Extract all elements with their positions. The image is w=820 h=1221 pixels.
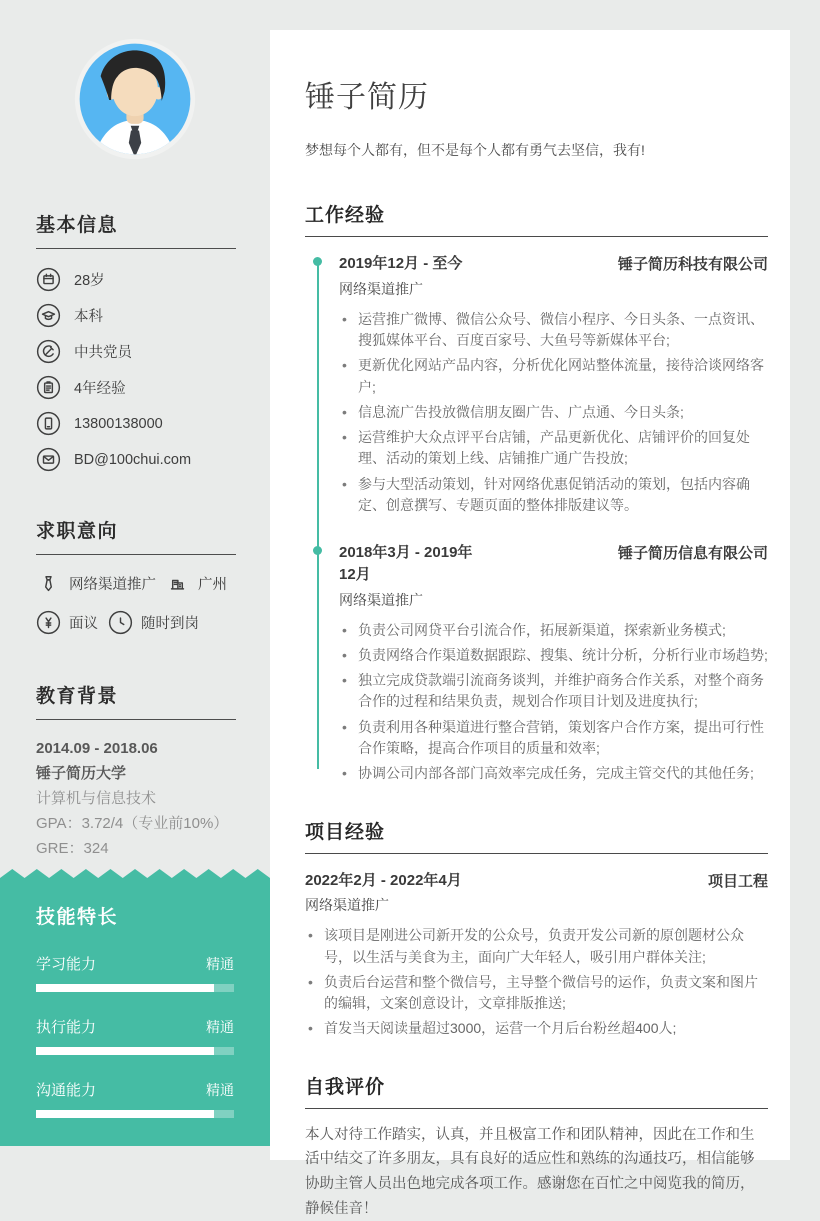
skill-row — [36, 1016, 234, 1055]
skill-bar-fill — [36, 984, 214, 992]
zigzag-edge — [0, 869, 270, 878]
basic-info-title: 基本信息 — [36, 215, 119, 236]
skills-title: 技能特长 — [36, 907, 119, 928]
project-bullet-list — [305, 925, 768, 1039]
work-role: 网络渠道推广 — [339, 591, 423, 608]
intent-position — [36, 571, 165, 596]
education-section — [0, 681, 270, 861]
skill-bar-fill — [36, 1110, 214, 1118]
project-label: 项目工程 — [707, 872, 768, 890]
salary-icon — [36, 610, 61, 635]
tie-icon — [36, 571, 61, 596]
intent-text: 随时到岗 — [141, 616, 199, 632]
project-entry-header — [305, 870, 768, 892]
intent-row — [36, 571, 236, 596]
skills-body — [0, 878, 270, 1146]
work-bullet: • 运营推广微博、微信公众号、微信小程序、今日头条、一点资讯、搜狐媒体平台、百度百家号、大鱼号等新媒体平台; — [339, 309, 768, 352]
clock-icon — [108, 610, 133, 635]
skill-row — [36, 953, 234, 992]
skill-bar — [36, 984, 234, 992]
work-bullet: • 更新优化网站产品内容，分析优化网站整体流量，接待洽谈网络客户; — [339, 355, 768, 398]
divider — [36, 719, 236, 720]
resume-name: 锤子简历 — [305, 81, 429, 114]
project-entry — [305, 870, 768, 1040]
info-text: BD@100chui.com — [74, 451, 192, 468]
mail-icon — [36, 447, 61, 472]
work-bullet: • 协调公司内部各部门高效率完成任务，完成主管交代的其他任务; — [339, 763, 768, 784]
skill-bar — [36, 1110, 234, 1118]
section-self-evaluation — [305, 1072, 768, 1221]
sidebar — [0, 0, 270, 1160]
divider — [36, 248, 236, 249]
info-row-experience — [36, 375, 236, 400]
intent-text: 面议 — [69, 616, 98, 632]
education-gpa: GPA：3.72/4（专业前10%） — [36, 815, 229, 832]
evaluation-section-title: 自我评价 — [305, 1072, 768, 1109]
work-timeline — [305, 253, 768, 785]
section-project-experience — [305, 817, 768, 1040]
job-intent-section — [0, 516, 270, 635]
skill-bar — [36, 1047, 234, 1055]
intent-city — [165, 571, 227, 596]
project-bullet: • 首发当天阅读量超过3000，运营一个月后台粉丝超400人; — [305, 1018, 768, 1039]
work-company: 锤子简历科技有限公司 — [617, 256, 768, 273]
work-company: 锤子简历信息有限公司 — [617, 545, 768, 563]
education-block — [36, 736, 236, 861]
basic-info-section — [0, 210, 270, 472]
work-section-title: 工作经验 — [305, 200, 768, 237]
education-title: 教育背景 — [36, 686, 119, 707]
skill-level: 精通 — [206, 1019, 234, 1035]
info-text: 28岁 — [74, 273, 105, 289]
education-gre: GRE：324 — [36, 840, 109, 857]
tagline: 梦想每个人都有，但不是每个人都有勇气去坚信，我有! — [305, 142, 645, 158]
info-text: 中共党员 — [74, 345, 132, 361]
avatar — [72, 36, 198, 162]
project-bullet: • 负责后台运营和整个微信号，主导整个微信号的运作，负责文案和图片的编辑，文案创意设计，文章排版推送; — [305, 972, 768, 1015]
project-period: 2022年2月 - 2022年4月 — [305, 871, 462, 889]
info-row-degree — [36, 303, 236, 328]
work-bullet: • 参与大型活动策划，针对网络优惠促销活动的策划，包括内容确定、创意撰写、专题页面的整体排版建议等。 — [339, 474, 768, 517]
skill-level: 精通 — [206, 956, 234, 972]
building-icon — [165, 571, 190, 596]
work-bullet: • 负责网络合作渠道数据跟踪、搜集、统计分析，分析行业市场趋势; — [339, 645, 768, 666]
info-row-email — [36, 447, 236, 472]
timeline-dot-icon — [313, 257, 322, 266]
work-bullet: • 独立完成贷款端引流商务谈判，并维护商务合作关系，对整个商务合作的过程和结果负责，规划合作项目计划及进度执行; — [339, 670, 768, 713]
info-text: 13800138000 — [74, 415, 163, 432]
main-panel — [270, 30, 790, 1217]
phone-icon — [36, 411, 61, 436]
section-work-experience — [305, 200, 768, 785]
calendar-icon — [36, 267, 61, 292]
education-period: 2014.09 - 2018.06 — [36, 740, 158, 757]
project-role: 网络渠道推广 — [305, 897, 389, 914]
education-major: 计算机与信息技术 — [36, 790, 157, 807]
intent-salary — [36, 610, 108, 635]
party-emblem-icon — [36, 339, 61, 364]
intent-row — [36, 610, 236, 635]
work-period: 2019年12月 - 至今 — [339, 255, 463, 272]
intent-availability — [108, 610, 199, 635]
info-row-phone — [36, 411, 236, 436]
work-bullet-list — [339, 309, 768, 516]
info-text: 4年经验 — [74, 381, 126, 397]
work-bullet: • 信息流广告投放微信朋友圈广告、广点通、今日头条; — [339, 402, 768, 423]
work-bullet-list — [339, 620, 768, 785]
timeline-dot-icon — [313, 546, 322, 555]
evaluation-text: 本人对待工作踏实，认真，并且极富工作和团队精神，因此在工作和生活中结交了许多朋友，具有良好的适应性和熟练的沟通技巧，相信能够协助主管人员出色地完成各项工作。感谢您在百忙之中阅览我的简历，静候佳音！ — [305, 1126, 755, 1217]
work-role: 网络渠道推广 — [339, 280, 423, 297]
work-entry-header — [339, 253, 768, 275]
project-section-title: 项目经验 — [305, 817, 768, 854]
work-bullet: • 负责利用各种渠道进行整合营销，策划客户合作方案，提出可行性合作策略，提高合作项目的质量和效率; — [339, 717, 768, 760]
job-intent-title: 求职意向 — [36, 521, 119, 542]
project-bullet: • 该项目是刚进公司新开发的公众号，负责开发公司新的原创题材公众号，以生活与美食为主，面向广大年轻人，吸引用户群体关注; — [305, 925, 768, 968]
info-row-political-status — [36, 339, 236, 364]
skill-name: 执行能力 — [36, 1019, 97, 1036]
graduation-cap-icon — [36, 303, 61, 328]
work-entry — [339, 253, 768, 516]
info-row-age — [36, 267, 236, 292]
education-school: 锤子简历大学 — [36, 765, 127, 782]
skill-name: 沟通能力 — [36, 1082, 97, 1099]
basic-info-list — [36, 267, 236, 472]
work-period: 2018年3月 - 2019年12月 — [339, 544, 473, 583]
info-text: 本科 — [74, 309, 103, 325]
work-entry — [339, 542, 768, 784]
avatar-wrap — [0, 0, 270, 162]
skill-name: 学习能力 — [36, 956, 97, 973]
skills-panel — [0, 869, 270, 1146]
intent-text: 网络渠道推广 — [69, 577, 156, 593]
work-entry-header — [339, 542, 768, 586]
skill-level: 精通 — [206, 1082, 234, 1098]
work-bullet: • 运营维护大众点评平台店铺，产品更新优化、店铺评价的回复处理、活动的策划上线、店铺推广通广告投放; — [339, 427, 768, 470]
work-bullet: • 负责公司网贷平台引流合作，拓展新渠道，探索新业务模式; — [339, 620, 768, 641]
clipboard-icon — [36, 375, 61, 400]
skill-row — [36, 1079, 234, 1118]
skill-bar-fill — [36, 1047, 214, 1055]
intent-text: 广州 — [198, 577, 227, 593]
divider — [36, 554, 236, 555]
